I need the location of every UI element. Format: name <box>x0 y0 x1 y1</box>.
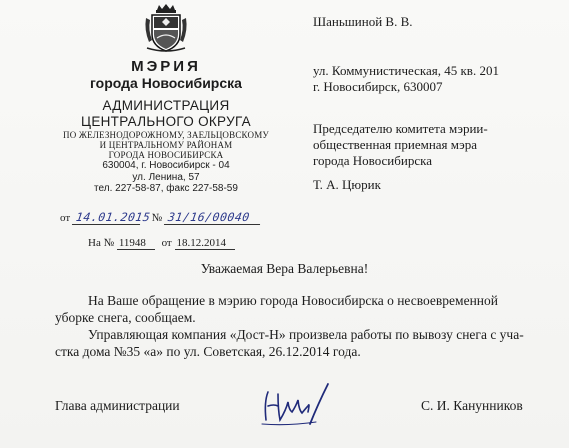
sender-sub-line3: ГОРОДА НОВОСИБИРСКА <box>108 150 224 160</box>
sender-org: МЭРИЯ <box>131 58 201 75</box>
sender-address-line2: ул. Ленина, 57 <box>132 171 200 183</box>
signatory-position: Глава администрации <box>55 398 180 413</box>
reference-date: 18.12.2014 <box>175 237 235 250</box>
outgoing-number: 31/16/00040 <box>164 210 262 225</box>
paragraph1-line1: На Ваше обращение в мэрию города Новосибирска о несвоевременной <box>88 293 498 308</box>
addressee-address-line1: ул. Коммунистическая, 45 кв. 201 <box>313 63 499 78</box>
salutation: Уважаемая Вера Валерьевна! <box>200 261 369 276</box>
outgoing-number-prefix: № <box>151 212 163 224</box>
sender-address-line1: 630004, г. Новосибирск - 04 <box>102 160 230 171</box>
addressee-address-line2: г. Новосибирск, 630007 <box>313 79 443 94</box>
reference-date-prefix: от <box>161 237 172 249</box>
sender-admin-line1: АДМИНИСТРАЦИЯ <box>102 98 230 113</box>
sender-admin-line2: ЦЕНТРАЛЬНОГО ОКРУГА <box>81 114 251 129</box>
signatory-name: С. И. Канунников <box>421 398 523 413</box>
sender-phones: тел. 227-58-87, факс 227-58-59 <box>94 183 238 194</box>
paragraph2-line2: стка дома №35 «а» по ул. Советская, 26.12.2014 года. <box>55 344 361 359</box>
copy-recipient-name: Т. А. Цюрик <box>313 177 381 192</box>
sender-sub-line1: ПО ЖЕЛЕЗНОДОРОЖНОМУ, ЗАЕЛЬЦОВСКОМУ <box>63 130 269 140</box>
copy-recipient-line1: Председателю комитета мэрии- <box>313 121 488 136</box>
handwritten-signature <box>258 380 338 432</box>
addressee-name: Шаньшиной В. В. <box>313 14 413 29</box>
copy-recipient-line3: города Новосибирска <box>313 153 432 168</box>
city-coat-of-arms-icon <box>143 4 189 54</box>
reference-number: 11948 <box>117 237 155 250</box>
outgoing-row <box>60 210 261 225</box>
paragraph2-line1: Управляющая компания «Дост-Н» произвела работы по вывозу снега с уча- <box>88 327 524 342</box>
sender-header <box>52 4 280 195</box>
outgoing-date: 14.01.2015 <box>72 210 142 225</box>
outgoing-date-prefix: от <box>60 212 71 224</box>
sender-sub-line2: И ЦЕНТРАЛЬНОМУ РАЙОНАМ <box>99 140 233 150</box>
sender-city: города Новосибирска <box>90 75 242 91</box>
paragraph1-line2: уборке снега, сообщаем. <box>55 310 196 325</box>
reference-prefix: На № <box>88 237 115 249</box>
reference-row <box>88 237 235 250</box>
copy-recipient-line2: общественная приемная мэра <box>313 137 478 152</box>
